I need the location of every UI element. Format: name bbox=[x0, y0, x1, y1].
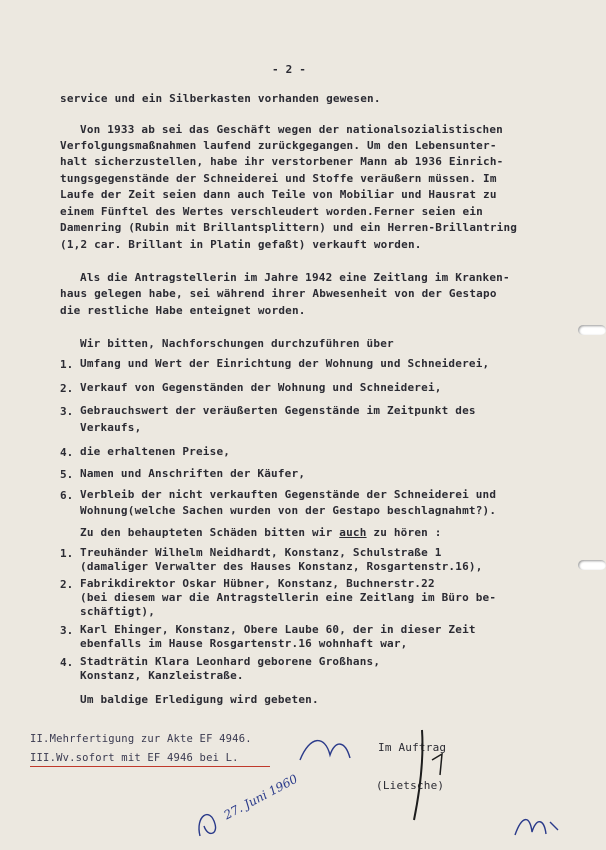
list-number: 4. bbox=[60, 656, 74, 669]
text-line: haus gelegen habe, sei während ihrer Abwesenheit von der Gestapo bbox=[60, 287, 497, 300]
text-line: tungsgegenstände der Schneiderei und Stoffe veräußern müssen. Im bbox=[60, 172, 497, 185]
text-line: einem Fünftel des Wertes verschleudert worden.Ferner seien ein bbox=[60, 205, 483, 218]
list-item: Namen und Anschriften der Käufer, bbox=[80, 467, 306, 480]
text-line: Damenring (Rubin mit Brillantsplittern) und ein Herren-Brillantring bbox=[60, 221, 518, 234]
list-item: Karl Ehinger, Konstanz, Obere Laube 60, der in dieser Zeit bbox=[80, 623, 476, 636]
list-item: Wohnung(welche Sachen wurden von der Gestapo beschlagnahmt?). bbox=[80, 504, 497, 517]
note-copy: II.Mehrfertigung zur Akte EF 4946. bbox=[30, 733, 252, 745]
request-intro: Wir bitten, Nachforschungen durchzuführen über bbox=[80, 337, 394, 350]
list-number: 2. bbox=[60, 382, 74, 395]
list-item: ebenfalls im Hause Rosgartenstr.16 wohnhaft war, bbox=[80, 637, 408, 650]
list-item: Konstanz, Kanzleistraße. bbox=[80, 669, 244, 682]
text-line: Als die Antragstellerin im Jahre 1942 eine Zeitlang im Kranken- bbox=[80, 271, 510, 284]
list-number: 1. bbox=[60, 358, 74, 371]
list-item: Stadträtin Klara Leonhard geborene Großhans, bbox=[80, 655, 381, 668]
text-line: (1,2 car. Brillant in Platin gefaßt) verkauft worden. bbox=[60, 238, 422, 251]
text-line: die restliche Habe enteignet worden. bbox=[60, 304, 306, 317]
handwritten-initials bbox=[510, 810, 570, 850]
page-number: - 2 - bbox=[272, 63, 307, 76]
hear-intro-emphasis: auch bbox=[339, 526, 367, 539]
punch-hole-bottom bbox=[578, 560, 606, 570]
text-line: Laufe der Zeit seien dann auch Teile von Mobiliar und Hausrat zu bbox=[60, 188, 497, 201]
list-number: 3. bbox=[60, 405, 74, 418]
hear-intro-pre: Zu den behaupteten Schäden bitten wir bbox=[80, 526, 340, 539]
text-line: halt sicherzustellen, habe ihr verstorbener Mann ab 1936 Einrich- bbox=[60, 155, 504, 168]
text-line: Von 1933 ab sei das Geschäft wegen der nationalsozialistischen bbox=[80, 123, 503, 136]
list-number: 5. bbox=[60, 468, 74, 481]
list-number: 2. bbox=[60, 578, 74, 591]
list-number: 1. bbox=[60, 547, 74, 560]
closing-line: Um baldige Erledigung wird gebeten. bbox=[80, 693, 319, 706]
followup-underline bbox=[30, 766, 270, 767]
list-item: (bei diesem war die Antragstellerin eine Zeitlang im Büro be- bbox=[80, 591, 497, 604]
list-item: Verkauf von Gegenständen der Wohnung und Schneiderei, bbox=[80, 381, 442, 394]
list-item: Gebrauchswert der veräußerten Gegenstände im Zeitpunkt des bbox=[80, 404, 476, 417]
signature-name: (Lietsche) bbox=[376, 779, 445, 792]
list-item: Treuhänder Wilhelm Neidhardt, Konstanz, Schulstraße 1 bbox=[80, 546, 442, 559]
list-item: schäftigt), bbox=[80, 605, 156, 618]
list-item: (damaliger Verwalter des Hauses Konstanz, Rosgartenstr.16), bbox=[80, 560, 483, 573]
hear-intro bbox=[80, 527, 442, 539]
text-line: Verfolgungsmaßnahmen laufend zurückgegangen. Um den Lebensunter- bbox=[60, 139, 497, 152]
punch-hole-top bbox=[578, 325, 606, 335]
list-item: Verbleib der nicht verkauften Gegenstände der Schneiderei und bbox=[80, 488, 497, 501]
hear-intro-post: zu hören : bbox=[366, 526, 442, 539]
intro-line: service und ein Silberkasten vorhanden gewesen. bbox=[60, 92, 381, 105]
list-item: Umfang und Wert der Einrichtung der Wohnung und Schneiderei, bbox=[80, 357, 490, 370]
list-item: Verkaufs, bbox=[80, 421, 142, 434]
note-followup: III.Wv.sofort mit EF 4946 bei L. bbox=[30, 752, 239, 764]
list-number: 6. bbox=[60, 489, 74, 502]
list-number: 3. bbox=[60, 624, 74, 637]
date-stamp: 27. Juni 1960 bbox=[221, 771, 300, 823]
list-item: Fabrikdirektor Oskar Hübner, Konstanz, Buchnerstr.22 bbox=[80, 577, 435, 590]
list-item: die erhaltenen Preise, bbox=[80, 445, 231, 458]
handwritten-sign-left bbox=[190, 796, 230, 846]
list-number: 4. bbox=[60, 446, 74, 459]
signature-label: Im Auftrag bbox=[378, 741, 447, 754]
handwritten-mark bbox=[290, 730, 450, 770]
